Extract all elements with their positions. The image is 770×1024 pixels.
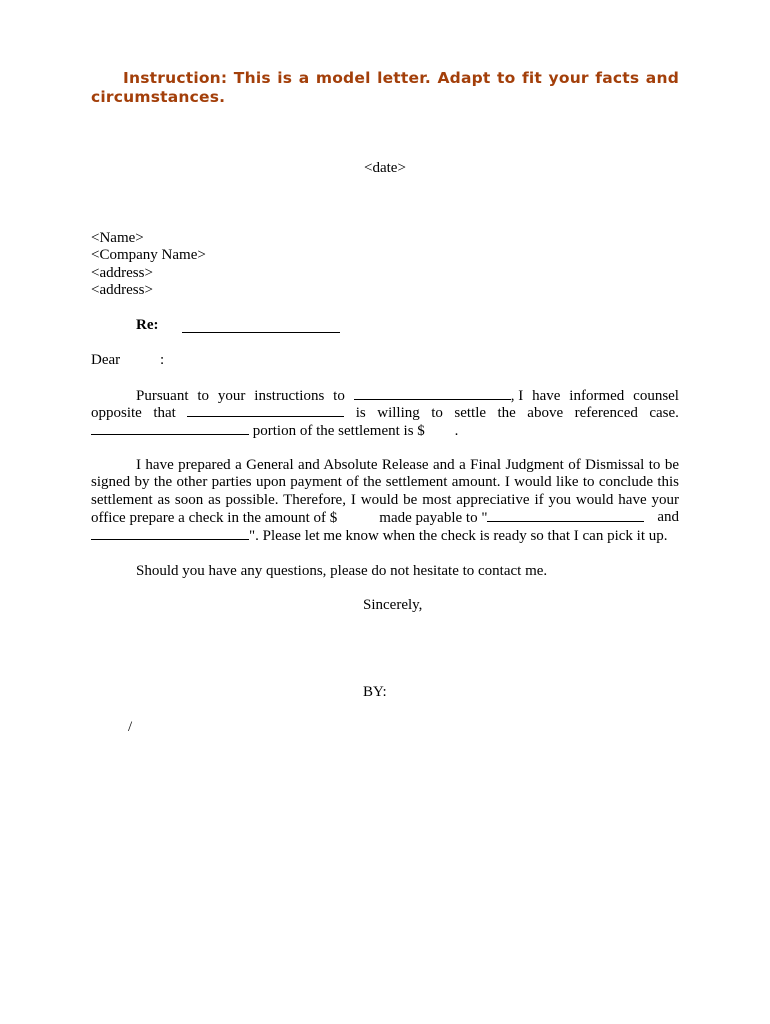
fill-in-blank (91, 422, 249, 435)
recipient-address-2: <address> (91, 282, 153, 298)
para2-line4-b: made payable to " (379, 510, 488, 526)
fill-in-blank (354, 387, 511, 400)
para2-line4-a: office prepare a check in the amount of $ (91, 510, 338, 526)
para1-line3 (91, 422, 458, 440)
fill-in-blank (487, 509, 644, 522)
para2-line4-c: and (657, 509, 679, 525)
word: informed (569, 388, 625, 404)
word: referenced (574, 405, 638, 421)
para2-line1: I have prepared a General and Absolute Release and a Final Judgment of Dismissal to be (136, 457, 679, 473)
para3: Should you have any questions, please do not hesitate to contact me. (136, 563, 548, 579)
period: . (454, 423, 459, 439)
date-placeholder: <date> (364, 160, 406, 176)
word: willing (377, 405, 420, 421)
re-blank (182, 319, 340, 333)
para1-line2 (91, 404, 679, 422)
word: that (153, 405, 176, 421)
slash: / (128, 719, 133, 735)
re-label: Re: (136, 317, 159, 333)
recipient-company: <Company Name> (91, 247, 206, 263)
para1-line3-text: portion of the settlement is $ (252, 423, 425, 439)
word: opposite (91, 405, 142, 421)
word: instructions (254, 388, 325, 404)
word: counsel (633, 388, 679, 404)
para2-line5-text: ". Please let me know when the check is ready so that I can pick it up. (249, 528, 668, 544)
recipient-address-1: <address> (91, 265, 153, 281)
word: above (527, 405, 564, 421)
word: to (333, 388, 345, 404)
para2-line3: settlement as soon as possible. Therefore, I would be most appreciative if you would have your (91, 492, 679, 508)
salutation-colon: : (160, 352, 165, 368)
para1-line1 (136, 387, 679, 405)
closing: Sincerely, (363, 597, 423, 613)
word: your (217, 388, 246, 404)
word: the (497, 405, 516, 421)
recipient-name: <Name> (91, 230, 144, 246)
para2-line5 (91, 527, 668, 545)
fill-in-blank (187, 404, 344, 417)
word: is (355, 405, 366, 421)
by-label: BY: (363, 684, 387, 700)
instruction-note: Instruction: This is a model letter. Adapt to fit your facts and circumstances. (91, 69, 679, 106)
word: to (197, 388, 210, 404)
salutation: Dear (91, 352, 121, 368)
word: to (431, 405, 443, 421)
word: Pursuant (136, 388, 189, 404)
word: settle (454, 405, 487, 421)
para2-line2: signed by the other parties upon payment of the settlement amount. I would like to conclude this (91, 474, 679, 490)
word: , I (510, 388, 524, 404)
blank-segment (354, 387, 524, 405)
fill-in-blank (91, 527, 249, 540)
word: case. (649, 405, 679, 421)
para2-line4 (91, 509, 679, 527)
word: have (532, 388, 561, 404)
